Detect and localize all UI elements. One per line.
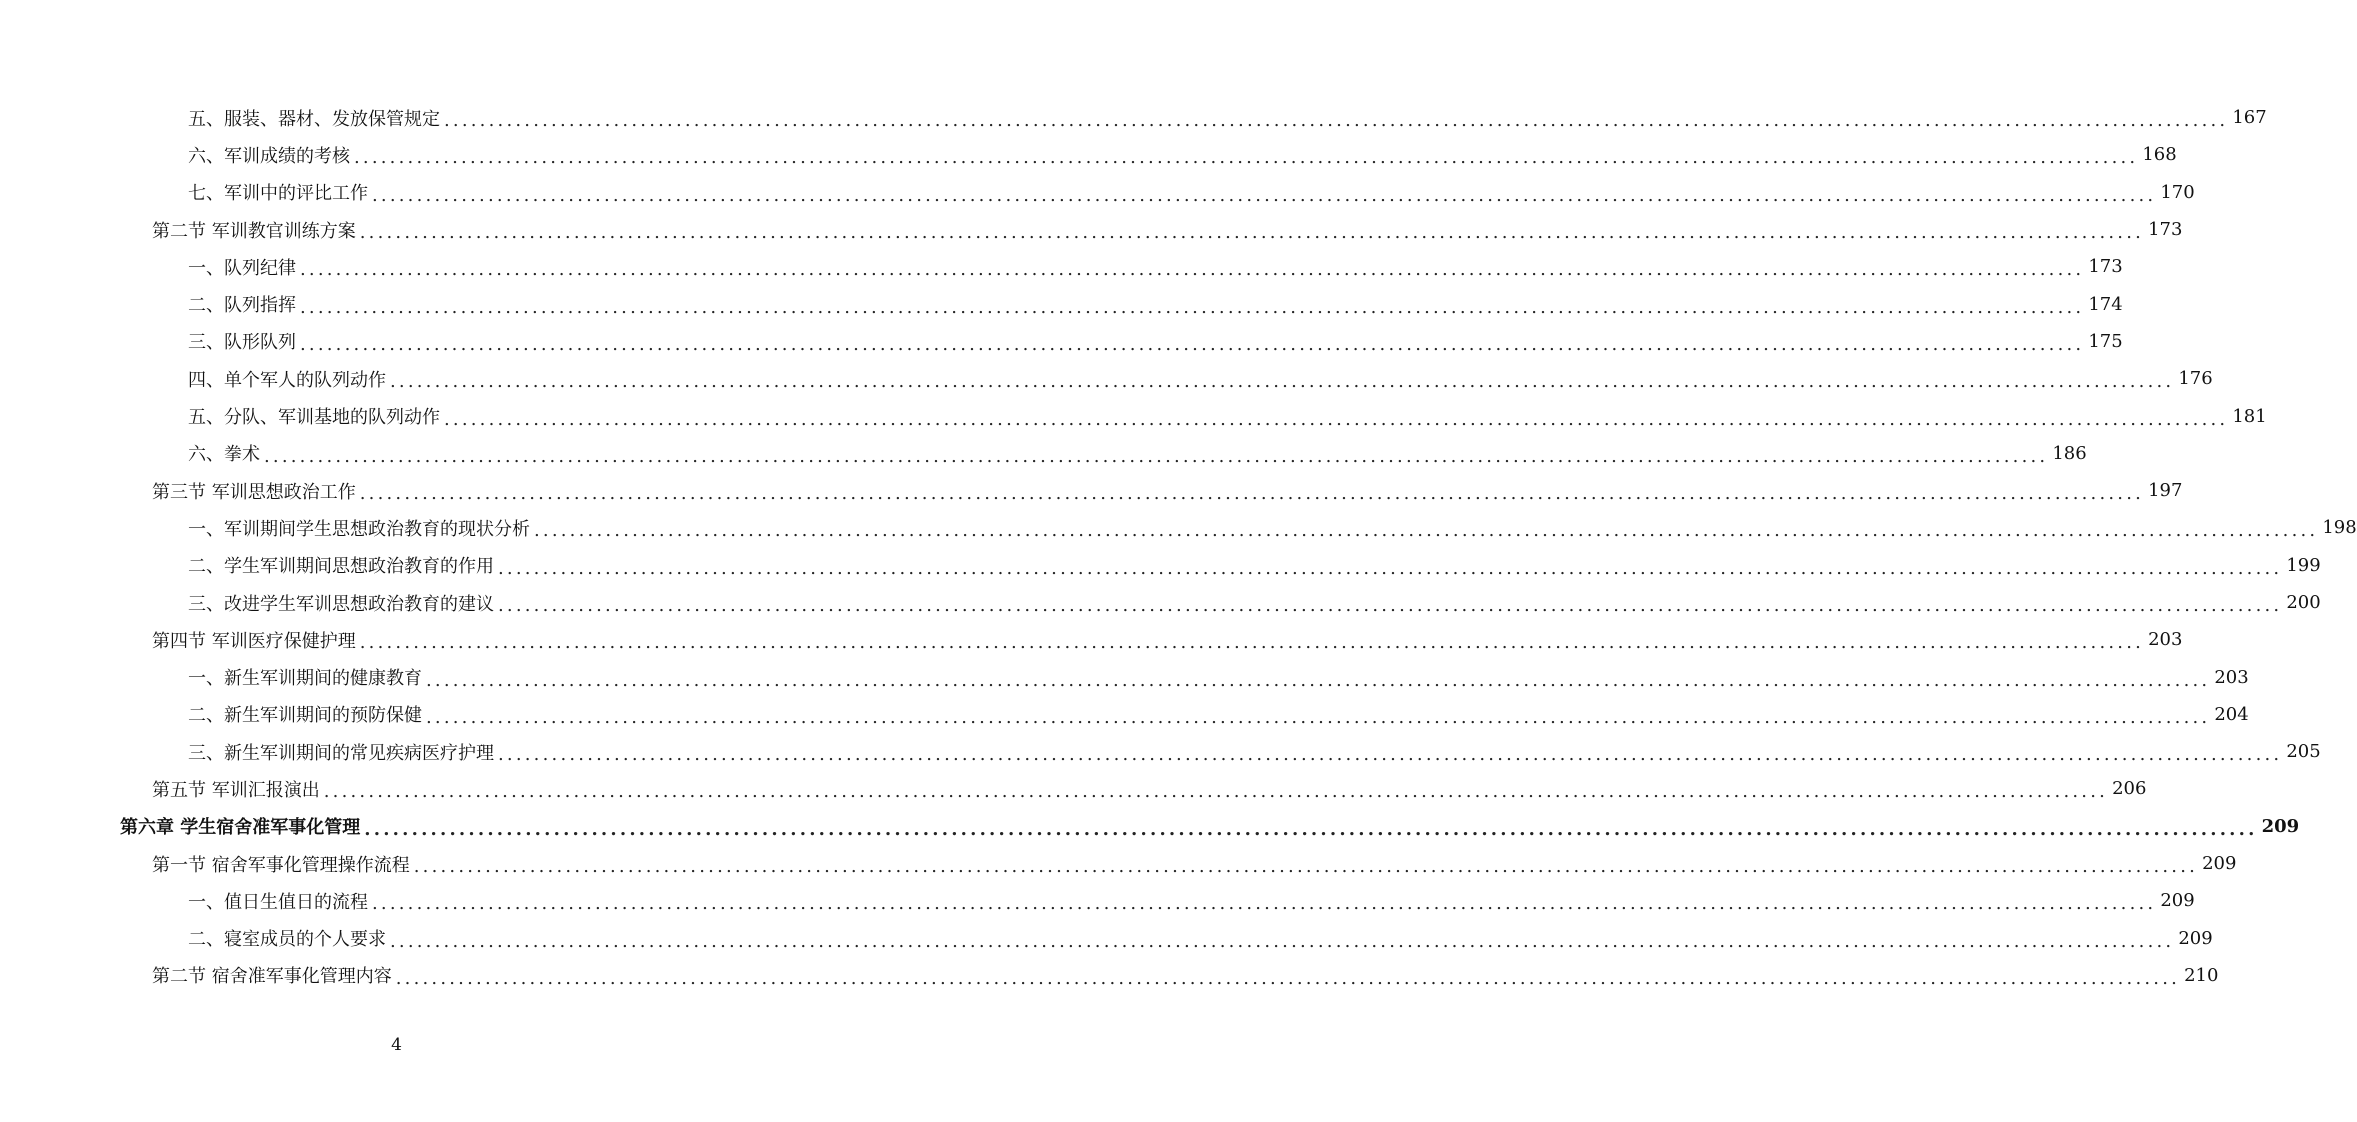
dot-leader: ........................................................................................................................................................................................................ — [300, 296, 2085, 318]
toc-entry-page: 203 — [2144, 629, 2182, 650]
toc-entry-page: 209 — [2174, 928, 2212, 949]
dot-leader: ........................................................................................................................................................................................................ — [300, 333, 2085, 355]
toc-entry-label: 第一节 宿舍军事化管理操作流程 — [152, 851, 414, 877]
toc-subsection-entry[interactable] — [188, 882, 2195, 919]
toc-entry-page: 173 — [2144, 219, 2182, 240]
toc-entry-label: 第二节 军训教官训练方案 — [152, 217, 360, 243]
toc-subsection-entry[interactable] — [188, 920, 2213, 957]
toc-subsection-entry[interactable] — [188, 733, 2321, 770]
dot-leader: ........................................................................................................................................................................................................ — [354, 147, 2139, 169]
dot-leader: ........................................................................................................................................................................................................ — [413, 856, 2199, 878]
toc-subsection-entry[interactable] — [188, 397, 2267, 434]
toc-entry-label: 第五节 军训汇报演出 — [152, 776, 324, 802]
toc-entry-page: 170 — [2156, 182, 2194, 203]
toc-entry-label: 三、新生军训期间的常见疾病医疗护理 — [188, 739, 498, 765]
toc-entry-label: 二、队列指挥 — [188, 291, 300, 317]
dot-leader: ........................................................................................................................................................................................................ — [426, 706, 2211, 728]
toc-entry-label: 第二节 宿舍准军事化管理内容 — [152, 962, 396, 988]
dot-leader: ........................................................................................................................................................................................................ — [372, 184, 2157, 206]
dot-leader: ........................................................................................................................................................................................................ — [264, 445, 2049, 467]
toc-subsection-entry[interactable] — [188, 696, 2249, 733]
toc-entry-page: 186 — [2048, 443, 2086, 464]
toc-entry-label: 一、新生军训期间的健康教育 — [188, 664, 426, 690]
toc-entry-page: 199 — [2282, 555, 2320, 576]
toc-entry-label: 二、寝室成员的个人要求 — [188, 925, 390, 951]
dot-leader: ........................................................................................................................................................................................................ — [372, 893, 2157, 915]
toc-entry-label: 第四节 军训医疗保健护理 — [152, 627, 360, 653]
dot-leader: ........................................................................................................................................................................................................ — [359, 483, 2145, 505]
toc-section-entry[interactable] — [152, 472, 2183, 509]
toc-entry-label: 二、新生军训期间的预防保健 — [188, 701, 426, 727]
toc-entry-label: 第六章 学生宿舍准军事化管理 — [120, 813, 364, 839]
toc-entry-label: 三、改进学生军训思想政治教育的建议 — [188, 590, 498, 616]
toc-subsection-entry[interactable] — [188, 136, 2177, 173]
toc-subsection-entry[interactable] — [188, 547, 2321, 584]
toc-subsection-entry[interactable] — [188, 509, 2357, 546]
toc-entry-label: 一、队列纪律 — [188, 254, 300, 280]
toc-subsection-entry[interactable] — [188, 285, 2123, 322]
toc-entry-page: 203 — [2210, 667, 2248, 688]
toc-section-entry[interactable] — [152, 211, 2183, 248]
toc-subsection-entry[interactable] — [188, 248, 2123, 285]
toc-subsection-entry[interactable] — [188, 584, 2321, 621]
toc-entry-page: 174 — [2084, 294, 2122, 315]
toc-entry-page: 204 — [2210, 704, 2248, 725]
toc-entry-label: 二、学生军训期间思想政治教育的作用 — [188, 552, 498, 578]
toc-entry-label: 四、单个军人的队列动作 — [188, 366, 390, 392]
toc-subsection-entry[interactable] — [188, 99, 2267, 136]
toc-entry-page: 197 — [2144, 480, 2182, 501]
dot-leader: ........................................................................................................................................................................................................ — [444, 408, 2229, 430]
toc-entry-label: 六、军训成绩的考核 — [188, 142, 354, 168]
toc-entry-page: 206 — [2108, 778, 2146, 799]
toc-entry-label: 五、分队、军训基地的队列动作 — [188, 403, 444, 429]
toc-section-entry[interactable] — [152, 845, 2237, 882]
toc-subsection-entry[interactable] — [188, 360, 2213, 397]
toc-subsection-entry[interactable] — [188, 435, 2087, 472]
toc-entry-page: 176 — [2174, 368, 2212, 389]
toc-chapter-entry[interactable] — [120, 808, 2300, 845]
dot-leader: ........................................................................................................................................................................................................ — [364, 818, 2258, 840]
dot-leader: ........................................................................................................................................................................................................ — [498, 744, 2283, 766]
dot-leader: ........................................................................................................................................................................................................ — [323, 781, 2109, 803]
toc-entry-label: 五、服装、器材、发放保管规定 — [188, 105, 444, 131]
dot-leader: ........................................................................................................................................................................................................ — [390, 930, 2175, 952]
dot-leader: ........................................................................................................................................................................................................ — [498, 595, 2283, 616]
dot-leader: ........................................................................................................................................................................................................ — [395, 967, 2181, 989]
toc-entry-page: 200 — [2282, 592, 2320, 613]
toc-section-entry[interactable] — [152, 621, 2183, 658]
dot-leader: ........................................................................................................................................................................................................ — [359, 222, 2145, 244]
toc-section-entry[interactable] — [152, 770, 2147, 807]
toc-entry-page: 198 — [2318, 517, 2356, 538]
dot-leader: ........................................................................................................................................................................................................ — [498, 557, 2283, 579]
toc-entry-page: 181 — [2228, 406, 2266, 427]
toc-entry-label: 一、值日生值日的流程 — [188, 888, 372, 914]
toc-entry-page: 209 — [2156, 890, 2194, 911]
toc-subsection-entry[interactable] — [188, 658, 2249, 695]
toc-subsection-entry[interactable] — [188, 174, 2195, 211]
toc-entry-page: 173 — [2084, 256, 2122, 277]
dot-leader: ........................................................................................................................................................................................................ — [300, 259, 2085, 281]
toc-entry-page: 175 — [2084, 331, 2122, 352]
toc-entry-page: 210 — [2180, 965, 2218, 986]
dot-leader: ........................................................................................................................................................................................................ — [359, 632, 2145, 654]
dot-leader: ........................................................................................................................................................................................................ — [534, 520, 2319, 542]
toc-subsection-entry[interactable] — [188, 323, 2123, 360]
toc-entry-label: 七、军训中的评比工作 — [188, 179, 372, 205]
toc-entry-label: 第三节 军训思想政治工作 — [152, 478, 360, 504]
toc-entry-page: 209 — [2258, 816, 2300, 837]
toc-entry-page: 168 — [2138, 144, 2176, 165]
toc-entry-page: 205 — [2282, 741, 2320, 762]
toc-entry-label: 六、拳术 — [188, 440, 264, 466]
dot-leader: ........................................................................................................................................................................................................ — [390, 371, 2175, 393]
toc-entry-label: 三、队形队列 — [188, 328, 300, 354]
page-number: 4 — [391, 1035, 402, 1055]
dot-leader: ........................................................................................................................................................................................................ — [426, 669, 2211, 691]
toc-entry-label: 一、军训期间学生思想政治教育的现状分析 — [188, 515, 534, 541]
table-of-contents — [0, 99, 2357, 994]
toc-entry-page: 209 — [2198, 853, 2236, 874]
toc-section-entry[interactable] — [152, 957, 2219, 994]
dot-leader: ........................................................................................................................................................................................................ — [444, 110, 2229, 132]
toc-entry-page: 167 — [2228, 107, 2266, 128]
